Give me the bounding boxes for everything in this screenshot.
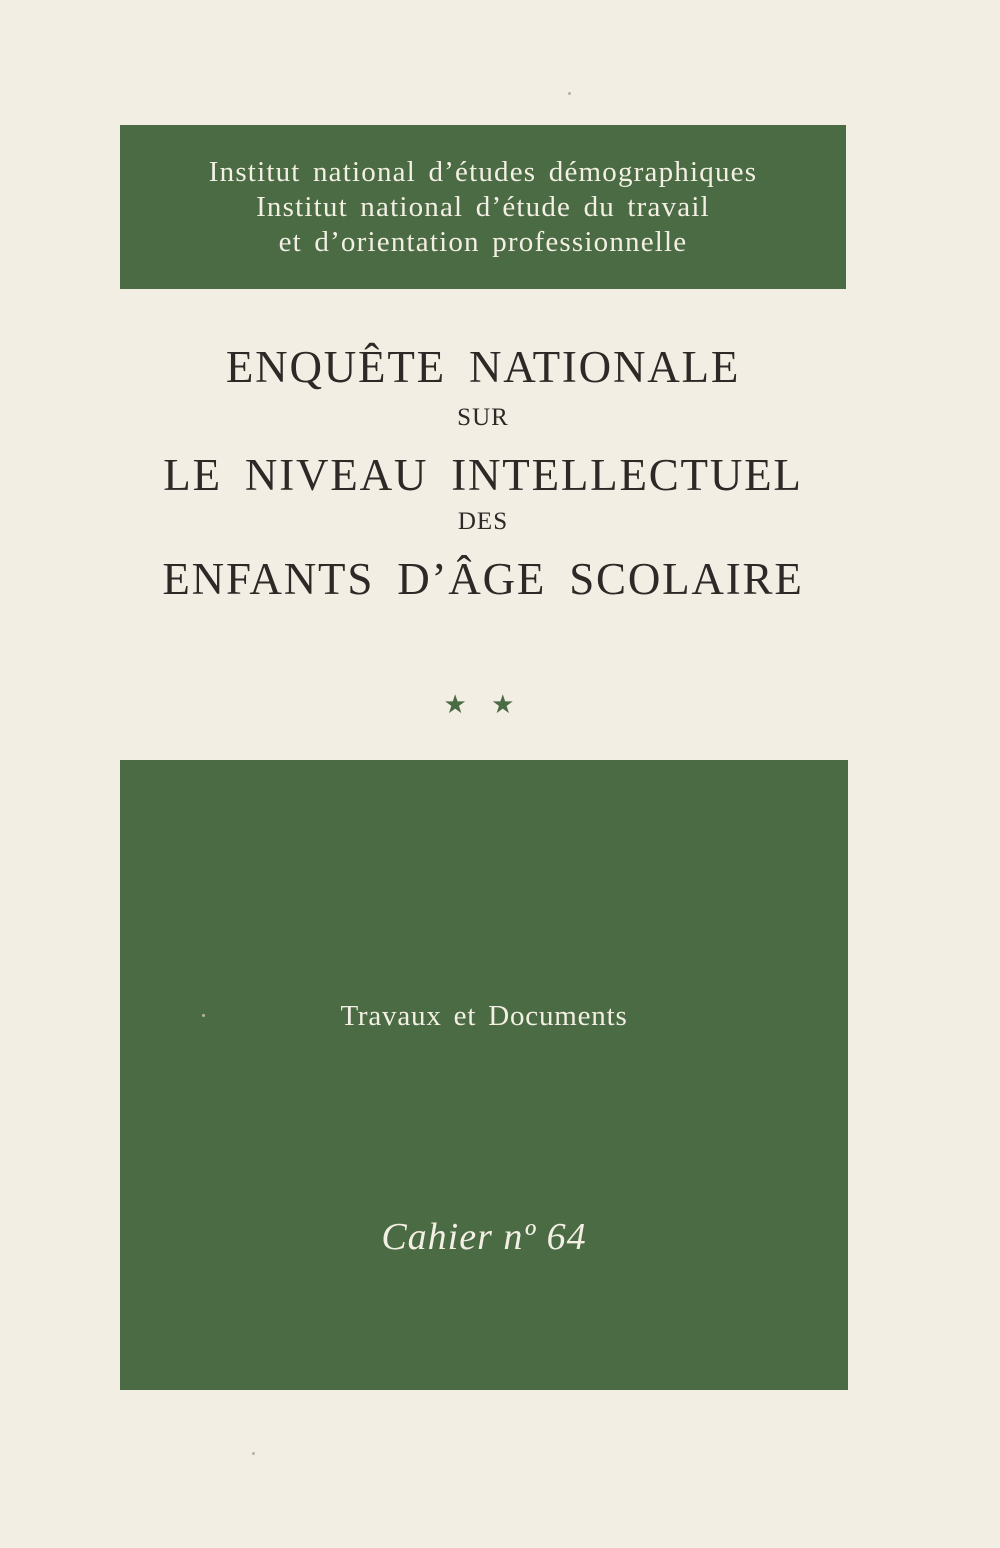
paper-speck	[252, 1452, 255, 1455]
series-name: Travaux et Documents	[340, 1000, 628, 1032]
institutes-banner	[120, 125, 846, 289]
institute-inetop-line-1: Institut national d’étude du travail	[256, 191, 710, 223]
title-connector-sur: SUR	[457, 404, 509, 431]
title-line-enquete: ENQUÊTE NATIONALE	[225, 342, 741, 392]
paper-speck	[568, 92, 571, 95]
issue-number: Cahier nº 64	[381, 1216, 587, 1258]
document-title	[0, 338, 966, 608]
title-line-enfants: ENFANTS D’ÂGE SCOLAIRE	[162, 554, 804, 604]
paper-speck	[202, 1014, 205, 1017]
series-panel	[120, 760, 848, 1390]
institute-ined: Institut national d’études démographiques	[208, 156, 758, 188]
title-line-niveau: LE NIVEAU INTELLECTUEL	[163, 450, 803, 500]
institute-inetop-line-2: et d’orientation professionnelle	[278, 226, 688, 258]
volume-stars-icon: ★ ★	[443, 690, 523, 720]
title-connector-des: DES	[457, 508, 509, 535]
